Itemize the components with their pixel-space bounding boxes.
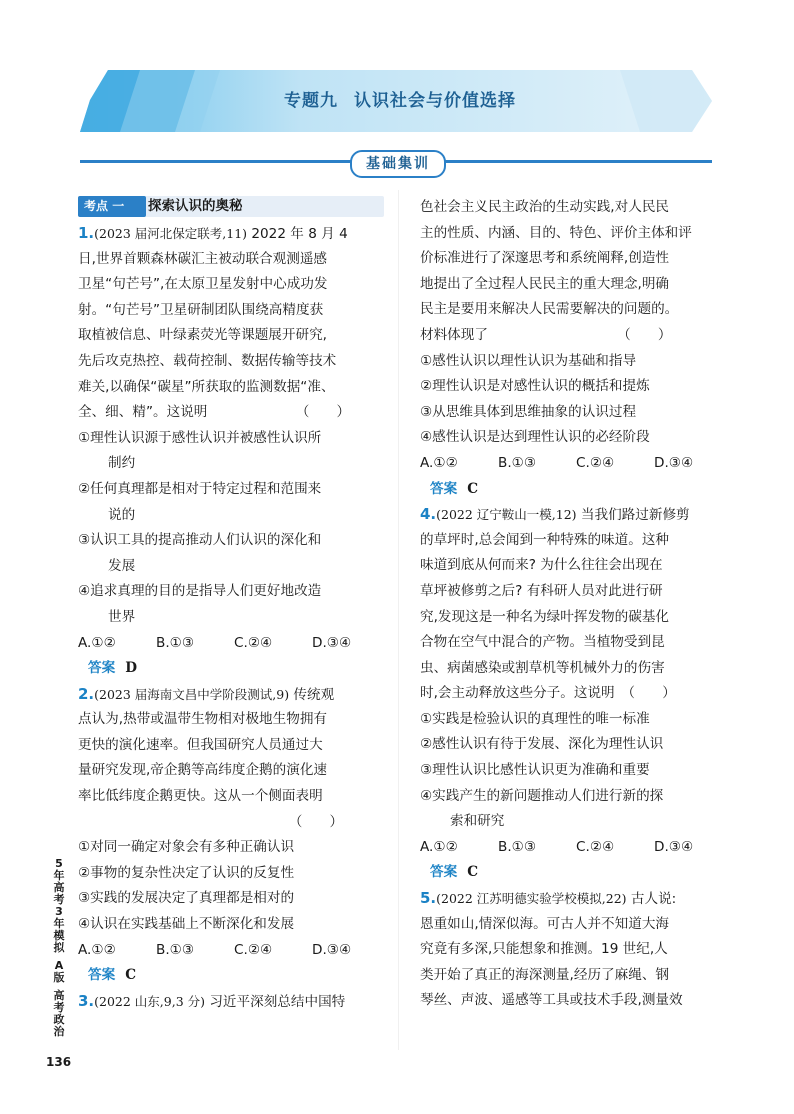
text-line: 取植被信息、叶绿素荧光等课题展开研究, (78, 327, 328, 344)
text-line: 价标准进行了深邃思考和系统阐释,创造性 (420, 250, 670, 267)
side-label-char: 拟 (53, 941, 65, 954)
text-line: 率比低纬度企鹅更快。这从一个侧面表明 (78, 788, 323, 805)
kaodian-tag-text: 考点 (84, 199, 109, 213)
answer-value: C (467, 864, 479, 881)
question-number: 2. (78, 684, 95, 703)
option-choice: D.③④ (312, 941, 352, 958)
question-source: (2023 届河北保定联考,11) (94, 226, 248, 241)
text-line: 发展 (108, 557, 136, 574)
side-label-char: 年 (53, 869, 65, 882)
text-line: ④感性认识是达到理性认识的必经阶段 (420, 429, 650, 446)
question-source: (2022 江苏明德实验学校模拟,22) (436, 891, 627, 907)
side-label-char: 5 (55, 857, 63, 870)
option-choice: D.③④ (654, 454, 694, 471)
text-line: 合物在空气中混合的产物。当植物受到昆 (420, 634, 665, 651)
answer-options (78, 938, 384, 964)
side-label-char: 模 (53, 929, 65, 942)
option-choice: A.①② (420, 838, 458, 855)
question-text: 古人说: (626, 891, 677, 908)
option-choice: B.①③ (156, 634, 195, 651)
text-line: 更快的演化速率。但我国研究人员通过大 (78, 736, 323, 753)
option-choice: C.②④ (234, 941, 273, 958)
option-choice: A.①② (420, 454, 458, 471)
answer-line (78, 963, 384, 989)
question-header (78, 682, 384, 708)
question-source: (2022 山东,9,3 分) (94, 993, 206, 1009)
text-line: 索和研究 (450, 813, 505, 830)
text-line: 究竟有多深,只能想象和推测。19 世纪,人 (420, 941, 668, 958)
question-text: 2022 年 8 月 4 (247, 226, 348, 242)
banner-title (284, 86, 516, 111)
side-label-char: 治 (53, 1025, 65, 1038)
text-line: 民主是要用来解决人民需要解决的问题的。 (420, 301, 679, 318)
kaodian-number: 一 (112, 199, 125, 213)
question-number: 1. (78, 224, 95, 242)
side-label-char: 高 (53, 881, 65, 894)
text-line: 难关,以确保“碳星”所获取的监测数据“准、 (78, 378, 335, 395)
text-line: ③认识工具的提高推动人们认识的深化和 (78, 532, 322, 549)
question-header (420, 502, 720, 528)
text-line: ①感性认识以理性认识为基础和指导 (420, 352, 637, 369)
answer-options (420, 451, 720, 477)
text-line: 制约 (108, 455, 136, 472)
option-choice: B.①③ (498, 454, 537, 471)
text-line: ①理性认识源于感性认识并被感性认识所 (78, 429, 322, 446)
kaodian-title: 探索认识的奥秘 (148, 198, 243, 214)
text-line: ②理性认识是对感性认识的概括和提炼 (420, 378, 650, 395)
left-column (78, 193, 384, 1014)
text-line: 量研究发现,帝企鹅等高纬度企鹅的演化速 (78, 762, 328, 779)
side-label-char: 高 (53, 989, 65, 1002)
question-source: (2023 届海南文昌中学阶段测试,9) (94, 686, 290, 702)
text-line: （ ） (78, 813, 344, 830)
answer-label: 答案 (88, 660, 116, 677)
question-number: 4. (420, 505, 437, 524)
text-line: 先后攻克热控、载荷控制、数据传输等技术 (78, 352, 337, 369)
text-line: 卫星“句芒号”,在太原卫星发射中心成功发 (78, 276, 328, 293)
text-line: 色社会主义民主政治的生动实践,对人民民 (420, 199, 670, 215)
side-label-char: A (54, 959, 64, 972)
text-line: 全、细、精”。这说明 （ ） (78, 404, 351, 421)
answer-line (420, 860, 720, 886)
answer-value: C (125, 967, 137, 984)
page-number: 136 (46, 1055, 72, 1069)
text-line: 材料体现了 （ ） (420, 326, 672, 343)
option-choice: D.③④ (312, 634, 352, 651)
text-line: 类开始了真正的海深测量,经历了麻绳、钢 (420, 966, 670, 983)
text-line: 说的 (108, 506, 136, 523)
text-line: 究,发现这是一种名为绿叶挥发物的碳基化 (420, 608, 670, 625)
answer-line (420, 477, 720, 503)
side-label-char: 3 (55, 905, 63, 918)
option-choice: D.③④ (654, 838, 694, 855)
text-line: ③理性认识比感性认识更为准确和重要 (420, 762, 650, 779)
answer-label: 答案 (430, 480, 458, 497)
text-line: ②感性认识有待于发展、深化为理性认识 (420, 736, 664, 753)
question-source: (2022 辽宁鞍山一模,12) (436, 507, 577, 523)
question-text: 习近平深刻总结中国特 (205, 993, 346, 1010)
topic-number: 专题九 (284, 91, 338, 111)
text-line: 地提出了全过程人民民主的重大理念,明确 (420, 275, 670, 292)
question-number: 5. (420, 889, 437, 908)
answer-label: 答案 (430, 864, 458, 881)
question-text: 传统观 (289, 686, 335, 703)
text-line: 主的性质、内涵、目的、特色、评价主体和评 (420, 224, 692, 241)
text-line: ③从思维具体到思维抽象的认识过程 (420, 403, 637, 420)
text-line: 味道到底从何而来? 为什么往往会出现在 (420, 557, 663, 574)
option-choice: C.②④ (576, 838, 615, 855)
option-choice: B.①③ (498, 838, 537, 855)
side-label-char: 考 (53, 1001, 65, 1014)
text-line: 点认为,热带或温带生物相对极地生物拥有 (78, 711, 328, 728)
side-label-char: 版 (53, 971, 65, 984)
question-header (78, 221, 384, 247)
text-line: ④认识在实践基础上不断深化和发展 (78, 916, 295, 933)
side-label (52, 858, 66, 1038)
text-line: 射。“句芒号”卫星研制团队围绕高精度获 (78, 301, 324, 318)
right-column-body (420, 195, 720, 1014)
text-line: 的草坪时,总会闻到一种特殊的味道。这种 (420, 531, 670, 548)
answer-options (78, 631, 384, 657)
answer-options (420, 835, 720, 861)
question-number: 3. (78, 991, 95, 1010)
text-line: ①对同一确定对象会有多种正确认识 (78, 839, 295, 856)
answer-value: D (125, 660, 137, 677)
text-line: ②事物的复杂性决定了认识的反复性 (78, 864, 295, 881)
side-label-char: 考 (53, 893, 65, 906)
side-label-char: 政 (53, 1013, 65, 1026)
question-text: 当我们路过新修剪 (576, 507, 690, 524)
section-title: 基础集训 (350, 150, 446, 178)
answer-line (78, 656, 384, 682)
kaodian-tag (78, 196, 146, 217)
text-line: ④追求真理的目的是指导人们更好地改造 (78, 583, 322, 600)
text-line: 世界 (108, 608, 136, 625)
option-choice: C.②④ (576, 454, 615, 471)
kaodian-bar (78, 196, 384, 217)
option-choice: B.①③ (156, 941, 195, 958)
option-choice: C.②④ (234, 634, 273, 651)
answer-value: C (467, 480, 479, 497)
text-line: 琴丝、声波、遥感等工具或技术手段,测量效 (420, 992, 683, 1009)
text-line: 时,会主动释放这些分子。这说明 （ ） (420, 685, 676, 702)
question-header (78, 989, 384, 1015)
text-line: ④实践产生的新问题推动人们进行新的探 (420, 787, 664, 804)
question-header (420, 886, 720, 912)
text-line: 虫、病菌感染或割草机等机械外力的伤害 (420, 659, 665, 676)
topic-title: 认识社会与价值选择 (354, 91, 516, 111)
text-line: ①实践是检验认识的真理性的唯一标准 (420, 710, 650, 727)
left-column-body (78, 221, 384, 1014)
text-line: 日,世界首颗森林碳汇主被动联合观测遥感 (78, 250, 328, 267)
text-line: 草坪被修剪之后? 有科研人员对此进行研 (420, 582, 663, 599)
option-choice: A.①② (78, 941, 116, 958)
column-divider (398, 190, 399, 1050)
text-line: ②任何真理都是相对于特定过程和范围来 (78, 480, 322, 497)
side-label-char: 年 (53, 917, 65, 930)
text-line: 恩重如山,情深似海。可古人并不知道大海 (420, 915, 670, 932)
text-line: ③实践的发展决定了真理都是相对的 (78, 890, 295, 907)
right-column (420, 195, 720, 1014)
option-choice: A.①② (78, 634, 116, 651)
topic-banner (80, 70, 712, 132)
answer-label: 答案 (88, 967, 116, 984)
